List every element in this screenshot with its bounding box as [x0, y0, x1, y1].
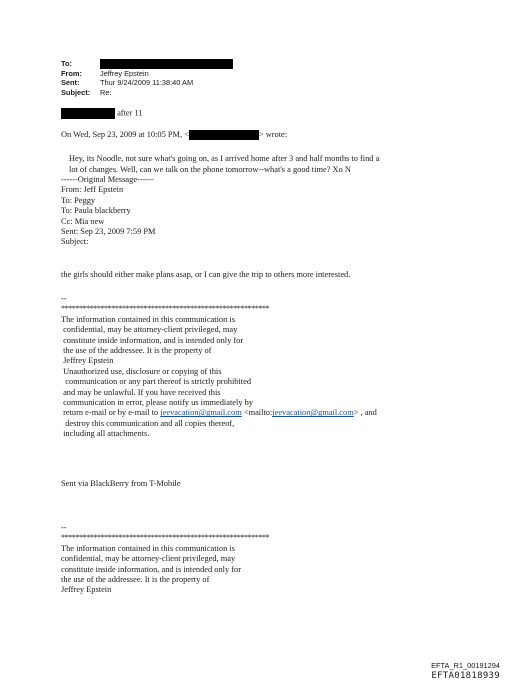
subject-value: Re:	[100, 87, 112, 97]
disclaimer-line: Unauthorized use, disclosure or copying of this	[61, 366, 222, 376]
reply-text: after 11	[117, 108, 143, 118]
disclaimer-line-email	[61, 408, 377, 418]
disclaimer-line: the use of the addressee. It is the property of	[61, 575, 210, 585]
disclaimer-dash: --	[61, 523, 67, 532]
quote-intro-prefix: On Wed, Sep 23, 2009 at 10:05 PM, <	[61, 130, 189, 139]
redaction-box	[61, 108, 115, 119]
original-body: the girls should either make plans asap, or I can give the trip to others more interested.	[61, 270, 351, 279]
sent-row	[61, 78, 233, 88]
disclaimer-line: communication in error, please notify us immediately by	[61, 398, 254, 408]
email-header	[61, 59, 233, 97]
disclaimer-line: constitute inside information, and is intended only for	[61, 564, 242, 574]
quote-intro	[61, 130, 287, 140]
disclaimer-line: The information contained in this communication is	[61, 314, 235, 324]
sent-label: Sent:	[61, 78, 80, 87]
disclaimer-line: constitute inside information, and is intended only for	[61, 335, 244, 345]
subject-label: Subject:	[61, 87, 91, 97]
signature: Sent via BlackBerry from T-Mobile	[61, 479, 181, 488]
redaction-box	[100, 59, 233, 69]
original-to-1: To: Peggy	[61, 195, 96, 205]
original-cc: Cc: Mia new	[61, 216, 105, 226]
disclaimer-stars: **********************************************************	[61, 533, 270, 543]
disclaimer-text: return e-mail or by e-mail to	[61, 408, 161, 418]
mailto-link[interactable]: jeevacation@gmail.com	[272, 408, 354, 418]
quoted-line-2: lot of changes. Well, can we talk on the phone tomorrow--what's a good time? Xo N	[69, 164, 351, 174]
from-label: From:	[61, 68, 82, 78]
quote-intro-suffix: > wrote:	[258, 130, 288, 139]
document-id-1: EFTA_R1_00191294	[431, 661, 500, 670]
email-link[interactable]: jeevacation@gmail.com	[160, 408, 242, 418]
document-id-2: EFTA01818939	[431, 671, 500, 681]
disclaimer-1	[61, 294, 377, 440]
reply-line	[61, 108, 143, 119]
disclaimer-dash: --	[61, 294, 67, 303]
disclaimer-line: confidential, may be attorney-client privileged, may	[61, 554, 236, 564]
disclaimer-stars: **********************************************************	[61, 304, 270, 314]
disclaimer-line: the use of the addressee. It is the property of	[61, 346, 212, 356]
from-value: Jeffrey Epstein	[100, 68, 149, 78]
redaction-box	[189, 130, 259, 140]
disclaimer-text: <mailto:	[241, 408, 273, 418]
original-separator: ------Original Message------	[61, 175, 154, 184]
original-subject: Subject:	[61, 237, 89, 247]
sent-value: Thur 9/24/2009 11:38:40 AM	[100, 78, 194, 87]
disclaimer-2	[61, 523, 269, 596]
original-from: From: Jeff Epstein	[61, 185, 124, 195]
subject-row	[61, 88, 233, 98]
disclaimer-line: Jeffrey Epstein	[61, 356, 114, 366]
disclaimer-line: and may be unlawful. If you have received this	[61, 387, 221, 397]
disclaimer-line: communication or any part thereof is strictly prohibited	[61, 377, 252, 387]
quoted-line-1: Hey, its Noodle, not sure what's going on, as I arrived home after 3 and half months to find a	[69, 154, 380, 163]
disclaimer-text: > , and	[353, 408, 377, 418]
original-to-2: To: Paula blackberry	[61, 206, 131, 216]
disclaimer-line: including all attachments.	[61, 429, 150, 439]
to-row	[61, 59, 233, 69]
original-sent: Sent: Sep 23, 2009 7:59 PM	[61, 227, 156, 237]
disclaimer-line: confidential, may be attorney-client privileged, may	[61, 325, 238, 335]
from-row	[61, 69, 233, 79]
disclaimer-line: destroy this communication and all copies thereof,	[61, 418, 235, 428]
to-label: To:	[61, 59, 72, 68]
disclaimer-line: The information contained in this communication is	[61, 543, 235, 553]
disclaimer-line: Jeffrey Epstein	[61, 585, 112, 595]
original-message	[61, 175, 155, 248]
